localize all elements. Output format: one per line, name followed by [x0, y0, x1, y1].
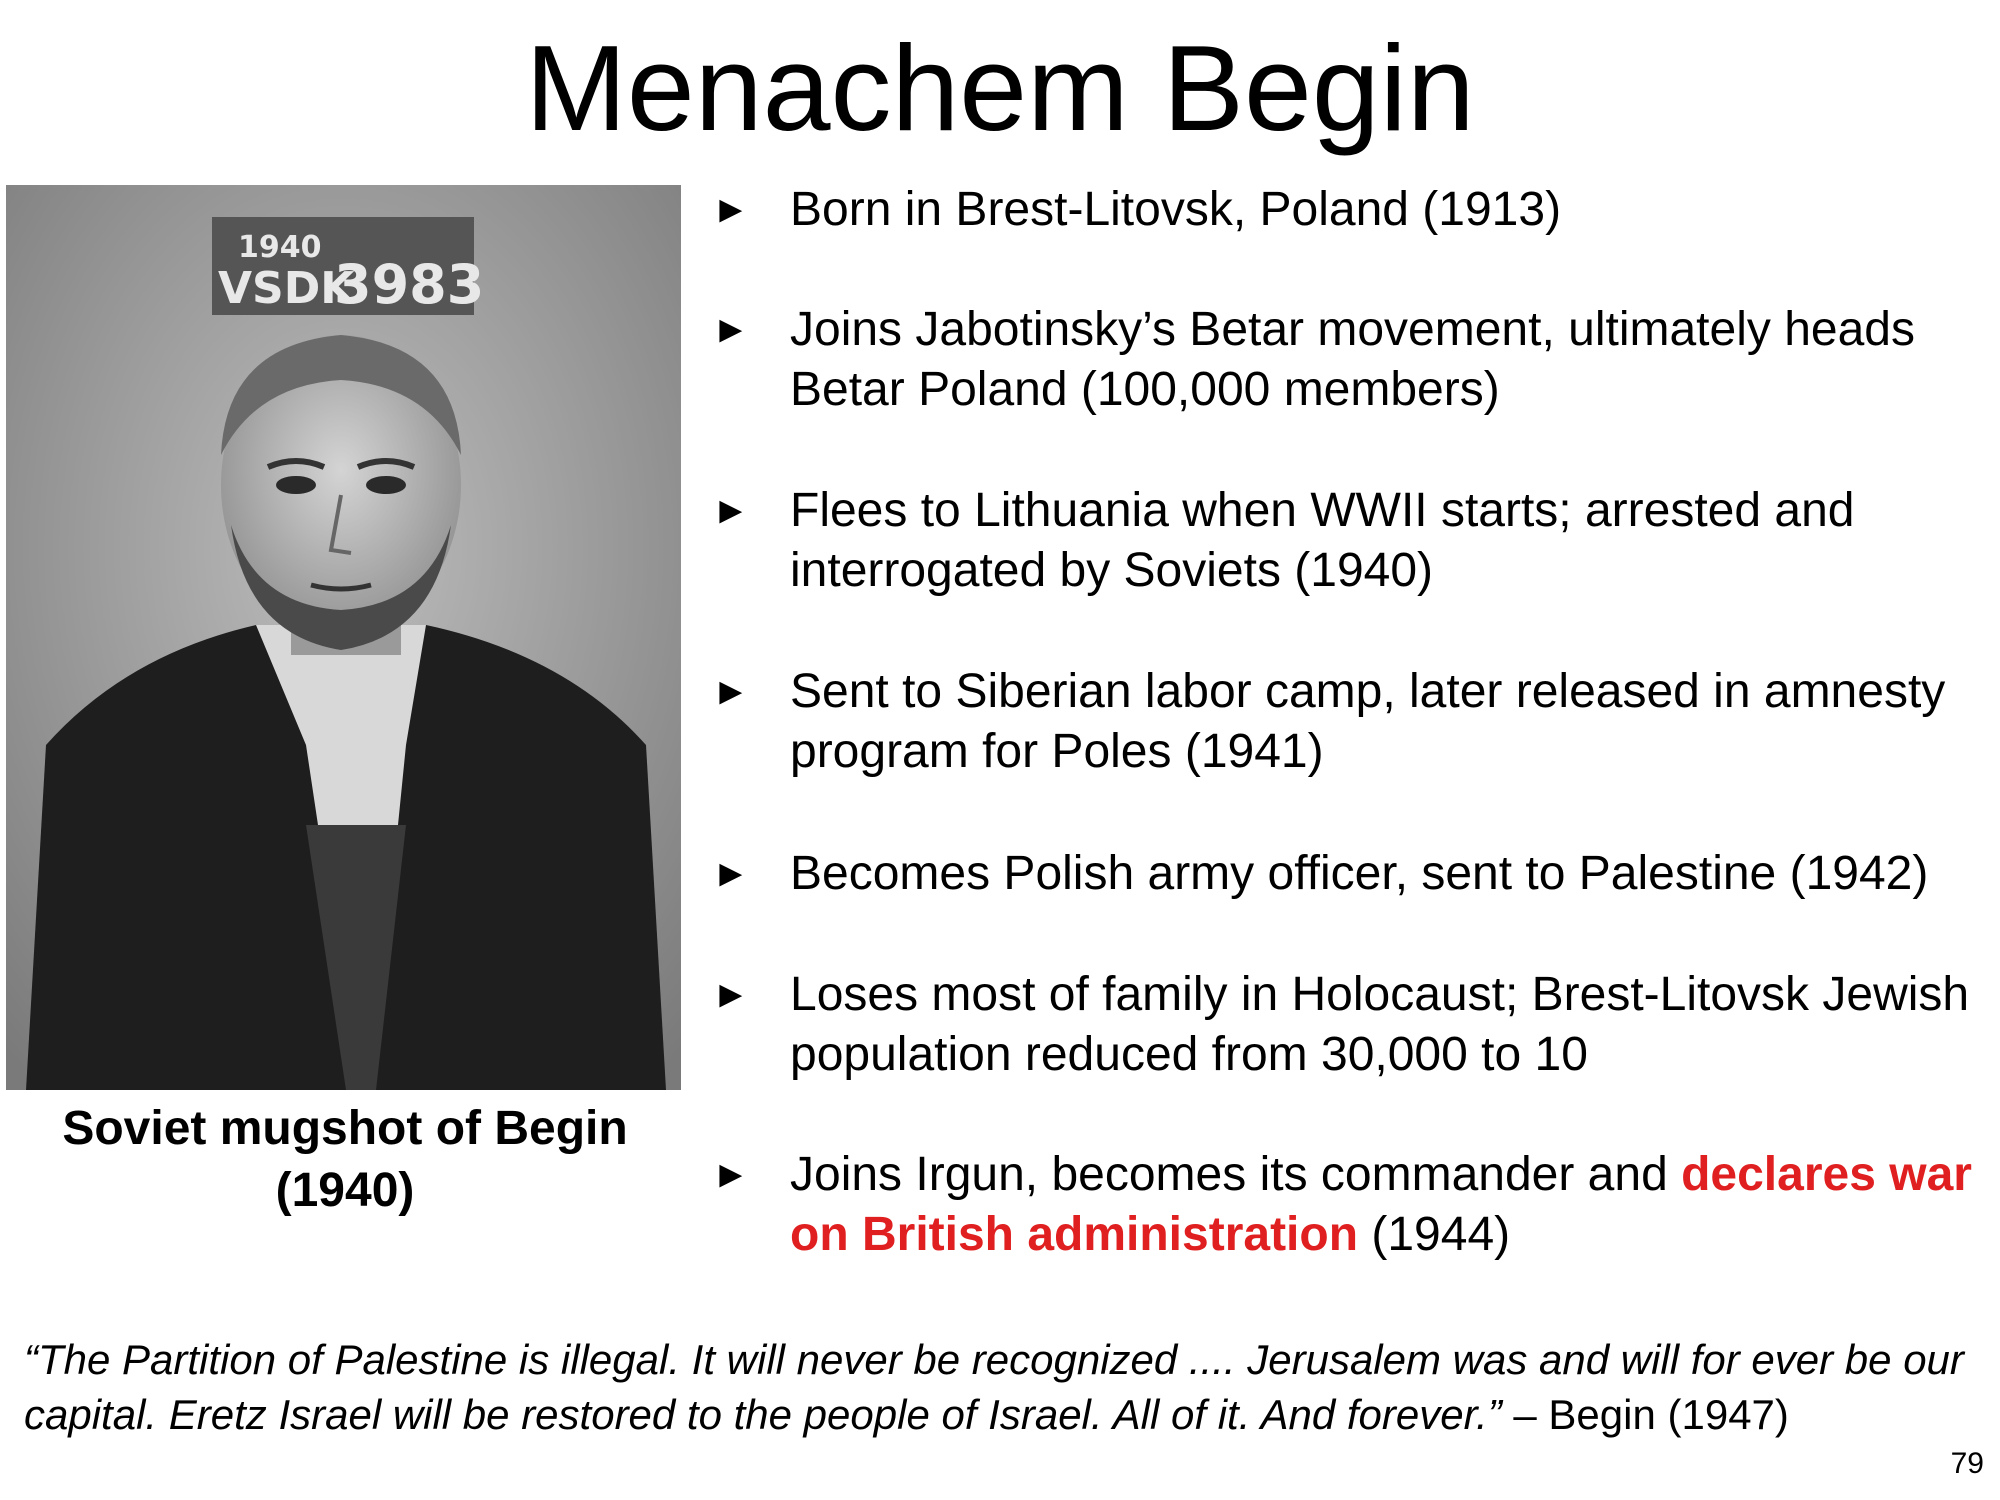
bullet-text-after: (1944) — [1358, 1208, 1511, 1261]
bullet-arrow-icon: ► — [712, 974, 750, 1016]
bullet-text — [790, 1145, 1997, 1265]
bullet-item — [712, 662, 1997, 782]
begin-quote — [24, 1332, 1984, 1442]
bullet-arrow-icon: ► — [712, 1154, 750, 1196]
bullet-text: Becomes Polish army officer, sent to Palestine (1942) — [790, 847, 1929, 900]
bullet-item — [712, 180, 1997, 240]
page-number: 79 — [1950, 1447, 1984, 1480]
mugshot-photo — [6, 185, 681, 1090]
photo-caption: Soviet mugshot of Begin (1940) — [62, 1102, 628, 1217]
slide-title: Menachem Begin — [525, 20, 1475, 156]
highlighted-text: declares war on British administration — [790, 1148, 1972, 1261]
quote-text: “The Partition of Palestine is illegal. It will never be recognized .... Jerusalem was and will for ever be our capital. Eretz Israel will be restored to the people of Israel. All of it. And forever.” — [24, 1336, 1964, 1438]
sign-year: 1940 — [238, 230, 322, 265]
bullet-text: Born in Brest-Litovsk, Poland (1913) — [790, 183, 1562, 236]
bullet-text: Sent to Siberian labor camp, later released in amnesty program for Poles (1941) — [790, 665, 1946, 778]
bullet-item — [712, 965, 1997, 1085]
bullet-arrow-icon: ► — [712, 189, 750, 231]
bullet-text: Loses most of family in Holocaust; Brest-Litovsk Jewish population reduced from 30,000 to 10 — [790, 968, 1970, 1081]
bullet-item — [712, 1145, 1997, 1265]
bullet-text-before: Joins Irgun, becomes its commander and — [790, 1148, 1682, 1201]
bullet-item — [712, 481, 1997, 601]
bullet-text: Joins Jabotinsky’s Betar movement, ultimately heads Betar Poland (100,000 members) — [790, 303, 1915, 416]
bullet-item — [712, 300, 1997, 420]
bullet-arrow-icon: ► — [712, 853, 750, 895]
bullet-arrow-icon: ► — [712, 490, 750, 532]
bullet-arrow-icon: ► — [712, 309, 750, 351]
quote-attribution: – Begin (1947) — [1501, 1391, 1789, 1438]
bullet-text: Flees to Lithuania when WWII starts; arrested and interrogated by Soviets (1940) — [790, 484, 1855, 597]
bullet-arrow-icon: ► — [712, 671, 750, 713]
sign-number: 3983 — [334, 253, 485, 316]
bullet-item — [712, 844, 1997, 904]
sign-code: VSDK — [218, 263, 355, 314]
